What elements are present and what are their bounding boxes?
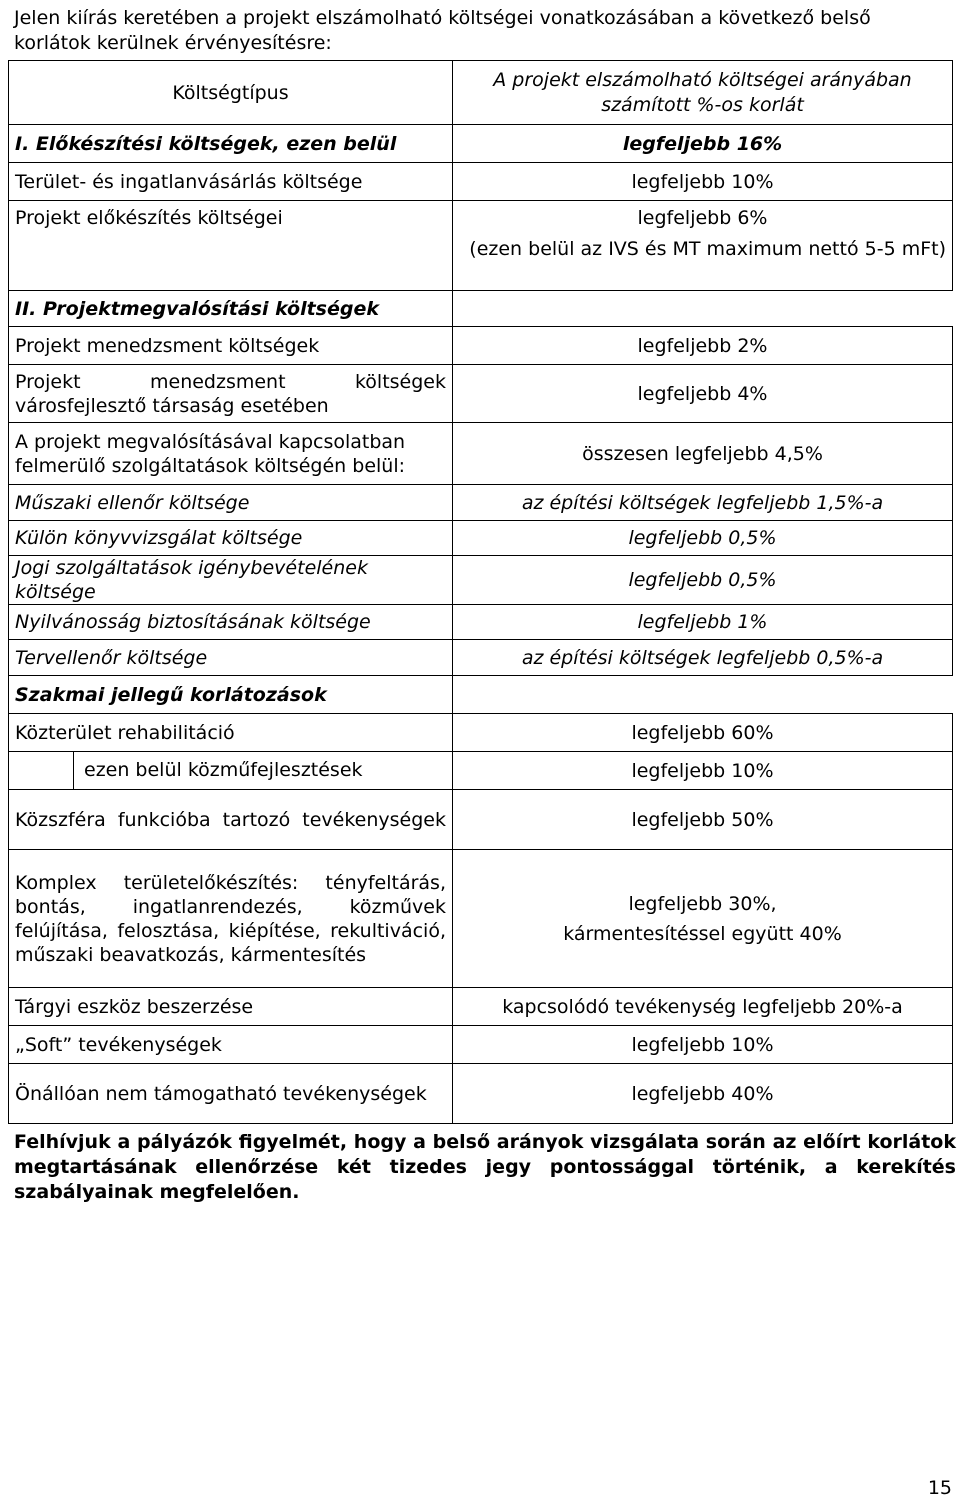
table-row [9, 423, 953, 485]
row-label: Önállóan nem támogatható tevékenységek [9, 1064, 453, 1124]
row-limit: kapcsolódó tevékenység legfeljebb 20%-a [453, 988, 953, 1026]
row-label-text: Közszféra funkcióba tartozó tevékenységek [15, 808, 446, 831]
table-row [9, 365, 953, 423]
section-row [9, 125, 953, 163]
row-label: Tervellenőr költsége [9, 640, 453, 676]
row-limit-note: (ezen belül az IVS és MT maximum nettó 5-5 mFt) [469, 238, 946, 260]
table-row [9, 521, 953, 556]
header-limit: A projekt elszámolható költségei arányában számított %-os korlát [453, 61, 953, 125]
row-label: Nyilvánosság biztosításának költsége [9, 605, 453, 640]
table-row [9, 1064, 953, 1124]
row-limit: az építési költségek legfeljebb 0,5%-a [453, 640, 953, 676]
section-limit: legfeljebb 16% [453, 125, 953, 163]
table-row [9, 201, 953, 291]
row-limit: legfeljebb 4% [453, 365, 953, 423]
row-limit: legfeljebb 50% [453, 790, 953, 850]
intro-paragraph: Jelen kiírás keretében a projekt elszámolható költségei vonatkozásában a következő belső korlátok kerülnek érvényesítésre: [14, 7, 871, 54]
table-row [9, 163, 953, 201]
row-label: Jogi szolgáltatások igénybevételének költsége [9, 556, 453, 605]
row-label: Külön könyvvizsgálat költsége [9, 521, 453, 556]
row-limit: legfeljebb 2% [453, 327, 953, 365]
row-limit: legfeljebb 6% [637, 207, 768, 229]
row-limit: az építési költségek legfeljebb 1,5%-a [453, 485, 953, 521]
table-row [9, 752, 953, 790]
row-label: Terület- és ingatlanvásárlás költsége [9, 163, 453, 201]
table-row [9, 850, 953, 988]
table-header-row [9, 61, 953, 125]
row-limit: legfeljebb 60% [453, 714, 953, 752]
row-limit: összesen legfeljebb 4,5% [453, 423, 953, 485]
table-row [9, 605, 953, 640]
notice-paragraph: Felhívjuk a pályázók figyelmét, hogy a belső arányok vizsgálata során az előírt korlátok megtartásának ellenőrzése két tizedes jegy pontossággal történik, a kerekítés szabályainak megfelelően. [14, 1131, 956, 1203]
table-row [9, 790, 953, 850]
row-label-cell [9, 752, 453, 790]
row-label: Műszaki ellenőr költsége [9, 485, 453, 521]
row-limit-secondary: kármentesítéssel együtt 40% [563, 922, 842, 945]
row-label: Tárgyi eszköz beszerzése [9, 988, 453, 1026]
row-label: ezen belül közműfejlesztések [73, 752, 446, 789]
row-label: Projekt menedzsment költségek [9, 327, 453, 365]
table-row [9, 714, 953, 752]
row-limit-cell [453, 201, 953, 291]
section-title: I. Előkészítési költségek, ezen belül [9, 125, 453, 163]
table-row [9, 556, 953, 605]
row-limit: legfeljebb 40% [453, 1064, 953, 1124]
row-label: „Soft” tevékenységek [9, 1026, 453, 1064]
table-row [9, 988, 953, 1026]
row-label: Projekt menedzsment költségek városfejlesztő társaság esetében [9, 365, 453, 423]
row-limit: legfeljebb 10% [453, 1026, 953, 1064]
row-limit: legfeljebb 1% [453, 605, 953, 640]
row-label [9, 790, 453, 850]
row-limit-cell [453, 850, 953, 988]
table-row [9, 1026, 953, 1064]
row-label: Projekt előkészítés költségei [9, 201, 453, 291]
table-row [9, 485, 953, 521]
row-label: Komplex területelőkészítés: tényfeltárás, bontás, ingatlanrendezés, közművek felújítása, felosztása, kiépítése, rekultiváció, műszaki beavatkozás, kármentesítés [9, 850, 453, 988]
row-label: A projekt megvalósításával kapcsolatban felmerülő szolgáltatások költségén belül: [9, 423, 453, 485]
row-limit: legfeljebb 0,5% [453, 556, 953, 605]
page-number: 15 [927, 1477, 952, 1499]
section-row [9, 676, 953, 714]
row-limit: legfeljebb 10% [453, 752, 953, 790]
row-label: Közterület rehabilitáció [9, 714, 453, 752]
section-title: II. Projektmegvalósítási költségek [9, 291, 453, 327]
row-limit: legfeljebb 10% [453, 163, 953, 201]
cost-limits-table [8, 60, 953, 1124]
header-cost-type: Költségtípus [9, 61, 453, 125]
table-row [9, 327, 953, 365]
section-row [9, 291, 953, 327]
row-limit: legfeljebb 0,5% [453, 521, 953, 556]
section-title: Szakmai jellegű korlátozások [9, 676, 453, 714]
row-limit: legfeljebb 30%, [628, 892, 777, 915]
table-row [9, 640, 953, 676]
